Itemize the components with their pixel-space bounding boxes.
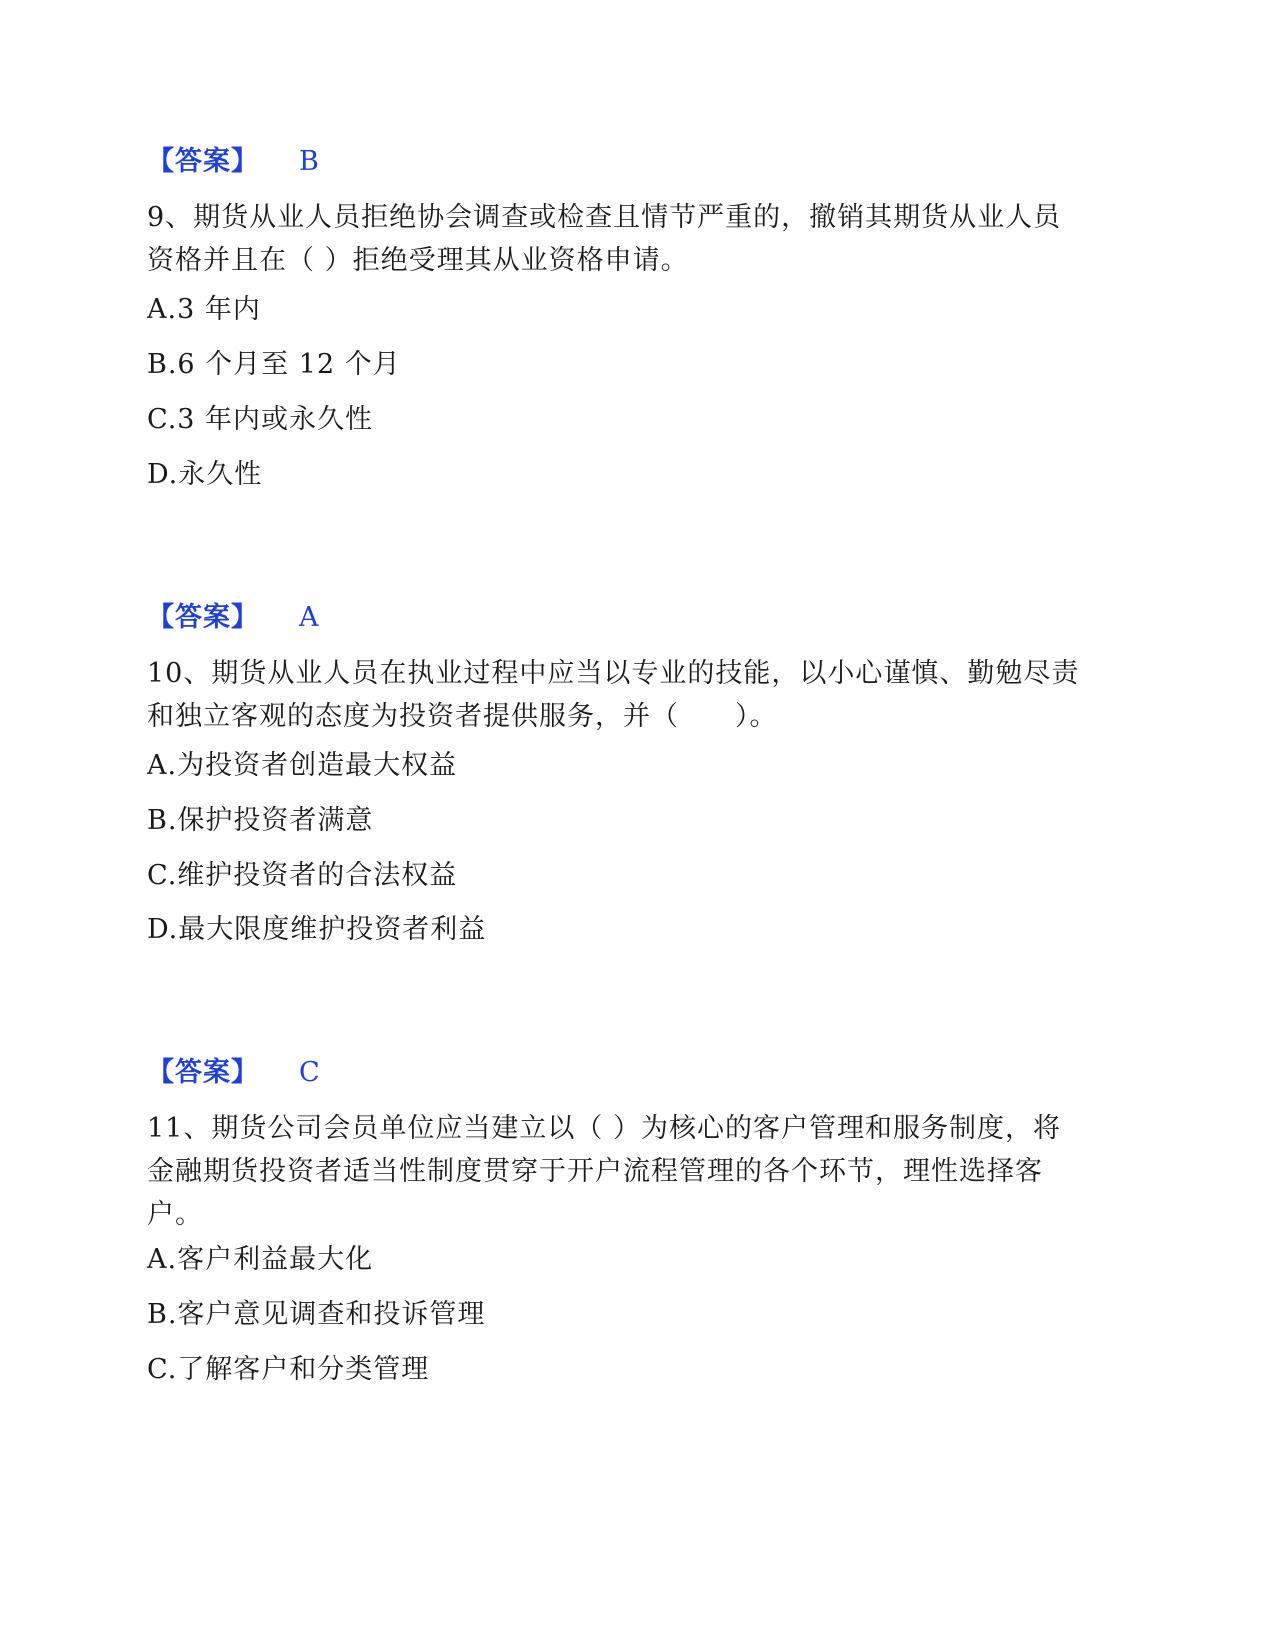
question-9-option-d: D.永久性	[147, 459, 263, 490]
answer-value: A	[299, 602, 319, 633]
answer-row-3	[147, 1055, 320, 1091]
question-9-option-b: B.6 个月至 12 个月	[147, 349, 401, 380]
question-9-option-a: A.3 年内	[147, 294, 261, 325]
question-10-option-a: A.为投资者创造最大权益	[147, 750, 458, 781]
question-10-option-c: C.维护投资者的合法权益	[147, 860, 458, 891]
question-9-text: 9、期货从业人员拒绝协会调查或检查且情节严重的，撤销其期货从业人员资格并且在（ ）拒绝受理其从业资格申请。	[147, 202, 1062, 276]
answer-label: 【答案】	[147, 602, 259, 633]
answer-label: 【答案】	[147, 146, 259, 177]
answer-row-1	[147, 144, 319, 180]
answer-row-2	[147, 600, 319, 636]
question-9-option-c: C.3 年内或永久性	[147, 404, 374, 435]
question-10-option-b: B.保护投资者满意	[147, 805, 374, 836]
answer-value: B	[299, 146, 319, 177]
question-11-text: 11、期货公司会员单位应当建立以（ ）为核心的客户管理和服务制度，将金融期货投资者适当性制度贯穿于开户流程管理的各个环节，理性选择客户。	[147, 1113, 1061, 1230]
question-11-option-b: B.客户意见调查和投诉管理	[147, 1299, 486, 1330]
question-10-text: 10、期货从业人员在执业过程中应当以专业的技能，以小心谨慎、勤勉尽责和独立客观的态度为投资者提供服务，并（ ）。	[147, 658, 1080, 732]
question-10-option-d: D.最大限度维护投资者利益	[147, 914, 487, 945]
answer-value: C	[299, 1057, 320, 1088]
answer-label: 【答案】	[147, 1057, 259, 1088]
question-11-option-a: A.客户利益最大化	[147, 1244, 374, 1275]
question-11-option-c: C.了解客户和分类管理	[147, 1354, 430, 1385]
